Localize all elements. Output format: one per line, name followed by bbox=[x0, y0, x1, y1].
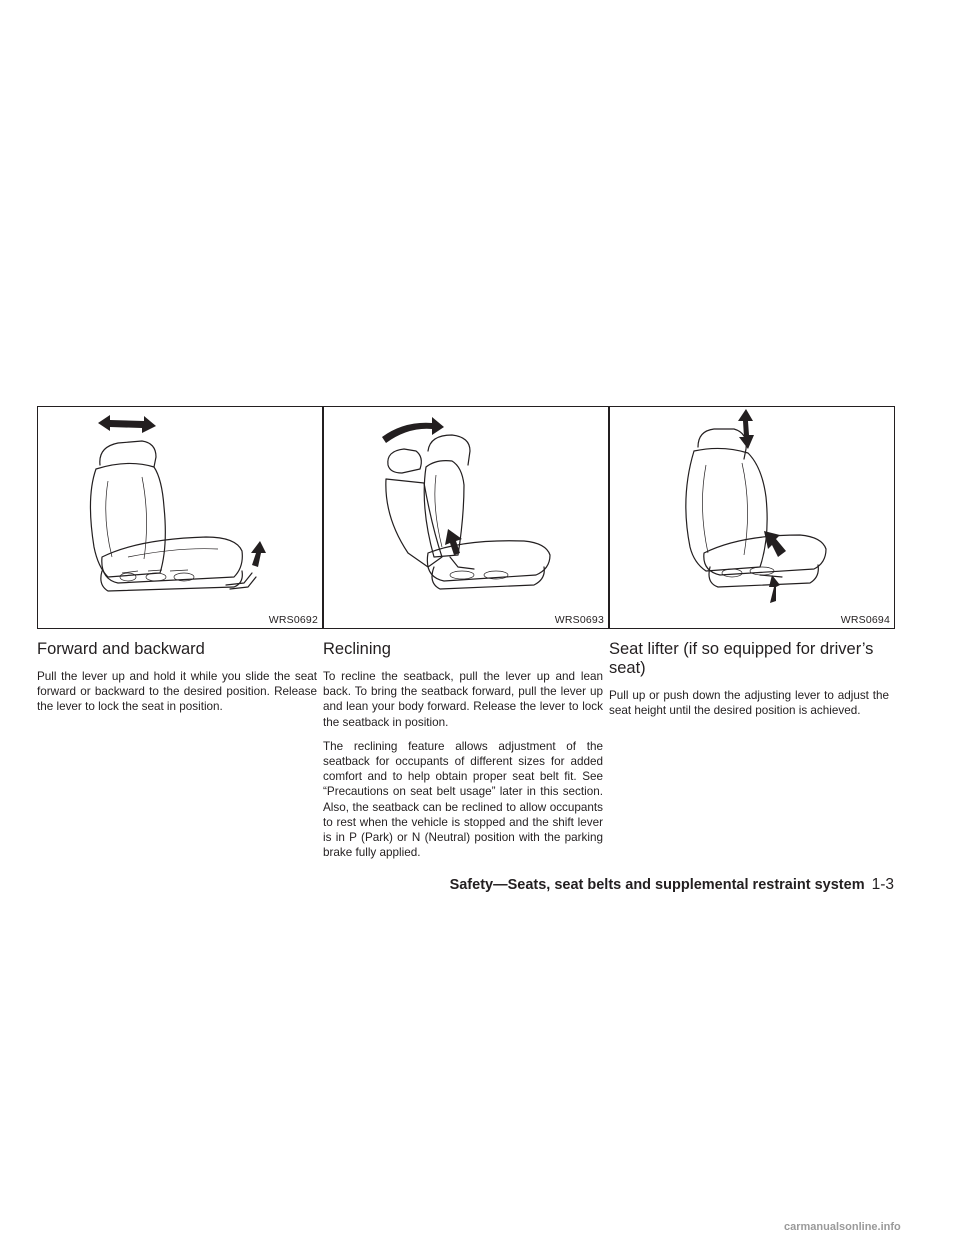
section-heading: Seat lifter (if so equipped for driver’s seat) bbox=[609, 640, 874, 677]
figure-code: WRS0692 bbox=[268, 614, 318, 626]
section-seat-lifter bbox=[609, 406, 895, 727]
section-paragraph: Pull the lever up and hold it while you slide the seat forward or backward to the desired position. Release the lever to lock the seat in position. bbox=[37, 670, 317, 714]
slide-arrow-icon bbox=[98, 415, 156, 433]
page-number: 1-3 bbox=[871, 876, 894, 893]
section-paragraph: The reclining feature allows adjustment of the seatback for occupants of different sizes for added comfort and to help obtain proper seat belt fit. See “Precautions on seat belt usage” later in this section. Also, the seatback can be reclined to allow occupants to rest when the vehicle is stopped and the shift lever is in P (Park) or N (Neutral) position with the parking brake fully applied. bbox=[323, 739, 603, 860]
chapter-title: Safety—Seats, seat belts and supplemental restraint system bbox=[449, 877, 865, 893]
figure-seat-lifter bbox=[609, 406, 895, 629]
seat-recline-illustration bbox=[324, 407, 608, 628]
figure-code: WRS0694 bbox=[840, 614, 890, 626]
figure-forward-backward bbox=[37, 406, 323, 629]
section-heading: Reclining bbox=[323, 640, 391, 658]
section-forward-backward bbox=[37, 406, 323, 724]
section-heading: Forward and backward bbox=[37, 640, 205, 658]
section-paragraph: Pull up or push down the adjusting lever to adjust the seat height until the desired position is achieved. bbox=[609, 689, 889, 718]
section-paragraph: To recline the seatback, pull the lever up and lean back. To bring the seatback forward, pull the lever up and lean your body forward. Release the lever to lock the seatback in position. bbox=[323, 670, 603, 729]
height-arrow-icon bbox=[738, 409, 754, 449]
seat-lifter-illustration bbox=[610, 407, 894, 628]
seat-slide-illustration bbox=[38, 407, 322, 628]
watermark[interactable]: carmanualsonline.info bbox=[784, 1221, 901, 1233]
figure-reclining bbox=[323, 406, 609, 629]
section-reclining bbox=[323, 406, 609, 869]
figure-code: WRS0693 bbox=[554, 614, 604, 626]
lever-down-arrow-icon bbox=[769, 575, 780, 603]
page-footer bbox=[450, 876, 894, 894]
lift-lever-arrow-icon bbox=[251, 541, 266, 567]
